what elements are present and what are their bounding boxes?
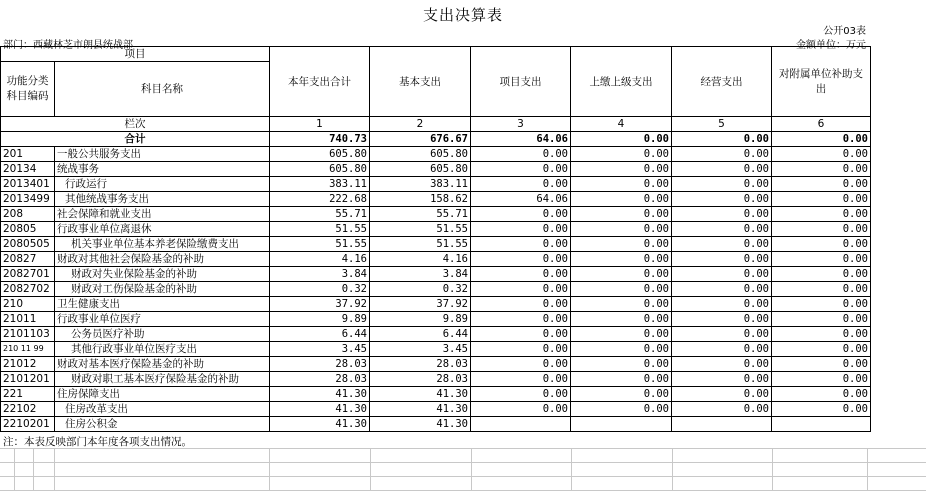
row-code: 2080505 [1,237,55,252]
row-value: 0.00 [571,402,672,417]
row-value: 4.16 [370,252,471,267]
row-value: 0.00 [772,297,871,312]
table-row [1,357,871,372]
row-value: 0.00 [571,342,672,357]
row-value: 0.00 [571,282,672,297]
row-value: 41.30 [370,417,471,432]
table-row [1,417,871,432]
row-name: 卫生健康支出 [55,297,270,312]
table-row [1,147,871,162]
row-value: 0.00 [571,267,672,282]
header-func-code: 功能分类科目编码 [1,62,55,117]
table-row [1,312,871,327]
row-value: 37.92 [270,297,370,312]
row-value: 0.00 [672,402,772,417]
row-value: 55.71 [270,207,370,222]
header-item: 项目 [1,47,270,62]
table-row [1,372,871,387]
col-number: 1 [270,117,370,132]
expenditure-table [0,46,871,432]
table-note: 注：本表反映部门本年度各项支出情况。 [3,436,192,448]
row-value: 0.00 [571,192,672,207]
table-row [1,402,871,417]
row-value: 605.80 [270,147,370,162]
row-value: 0.00 [772,282,871,297]
row-value: 0.00 [672,222,772,237]
row-value: 0.00 [672,207,772,222]
row-name: 行政运行 [55,177,270,192]
row-value: 0.00 [471,162,571,177]
row-code: 21011 [1,312,55,327]
row-value [571,417,672,432]
row-value: 0.00 [772,252,871,267]
header-subject-name: 科目名称 [55,62,270,117]
row-value: 0.00 [672,192,772,207]
row-value: 0.00 [571,312,672,327]
row-value: 0.00 [571,162,672,177]
row-value: 0.00 [772,312,871,327]
row-value: 6.44 [270,327,370,342]
row-value: 0.00 [772,222,871,237]
table-row [1,267,871,282]
row-name: 行政事业单位离退休 [55,222,270,237]
table-row [1,207,871,222]
header-basic: 基本支出 [370,47,471,117]
row-value: 6.44 [370,327,471,342]
row-value: 0.00 [672,177,772,192]
row-name: 公务员医疗补助 [55,327,270,342]
row-value: 37.92 [370,297,471,312]
row-value: 0.00 [772,177,871,192]
row-code: 20827 [1,252,55,267]
row-name: 住房改革支出 [55,402,270,417]
row-value: 0.00 [471,357,571,372]
row-code: 2082701 [1,267,55,282]
row-value: 0.00 [471,372,571,387]
table-row [1,252,871,267]
department-label: 部门：西藏林芝市朗县统战部 [3,40,133,51]
row-value: 51.55 [270,237,370,252]
row-code: 2013401 [1,177,55,192]
row-code: 201 [1,147,55,162]
row-value: 0.00 [772,237,871,252]
row-value: 0.00 [571,357,672,372]
row-value [471,417,571,432]
row-value: 0.32 [270,282,370,297]
col-number: 5 [672,117,772,132]
row-name: 住房公积金 [55,417,270,432]
row-value: 0.00 [571,327,672,342]
row-value: 28.03 [370,372,471,387]
unit-label: 金额单位：万元 [796,40,866,51]
row-value: 41.30 [370,402,471,417]
row-code: 210 11 99 [1,342,55,357]
row-value: 0.00 [571,372,672,387]
row-value: 9.89 [270,312,370,327]
row-code: 2101103 [1,327,55,342]
row-value: 3.84 [370,267,471,282]
row-name: 住房保障支出 [55,387,270,402]
row-value: 0.00 [672,372,772,387]
row-value: 51.55 [270,222,370,237]
row-code: 221 [1,387,55,402]
row-value: 0.00 [471,282,571,297]
row-value: 0.00 [471,342,571,357]
table-row [1,222,871,237]
row-code: 21012 [1,357,55,372]
row-value: 0.00 [471,312,571,327]
row-value: 0.00 [772,207,871,222]
row-value: 0.00 [672,297,772,312]
row-value: 0.00 [571,207,672,222]
total-value: 676.67 [370,132,471,147]
row-value: 0.00 [772,147,871,162]
header-upper: 上缴上级支出 [571,47,672,117]
header-business: 经营支出 [672,47,772,117]
table-row [1,282,871,297]
row-value: 3.45 [270,342,370,357]
row-value: 41.30 [270,417,370,432]
total-value: 0.00 [672,132,772,147]
row-value: 28.03 [270,357,370,372]
row-value: 4.16 [270,252,370,267]
row-value: 0.00 [471,177,571,192]
col-number: 4 [571,117,672,132]
row-value: 51.55 [370,222,471,237]
table-row [1,387,871,402]
total-value: 0.00 [571,132,672,147]
row-name: 行政事业单位医疗 [55,312,270,327]
row-name: 财政对基本医疗保险基金的补助 [55,357,270,372]
row-value: 0.00 [772,372,871,387]
total-value: 64.06 [471,132,571,147]
row-value: 0.00 [471,402,571,417]
table-row [1,177,871,192]
row-name: 财政对失业保险基金的补助 [55,267,270,282]
row-name: 统战事务 [55,162,270,177]
row-value: 0.00 [571,147,672,162]
row-name: 一般公共服务支出 [55,147,270,162]
row-value: 55.71 [370,207,471,222]
total-label: 合计 [1,132,270,147]
row-value: 0.00 [672,252,772,267]
row-value: 0.00 [772,327,871,342]
row-value: 0.00 [772,342,871,357]
row-code: 208 [1,207,55,222]
row-code: 2013499 [1,192,55,207]
row-name: 其他统战事务支出 [55,192,270,207]
row-code: 20134 [1,162,55,177]
row-value: 41.30 [270,402,370,417]
row-value: 0.00 [471,237,571,252]
row-value: 3.84 [270,267,370,282]
row-value: 605.80 [270,162,370,177]
row-value: 0.00 [471,222,571,237]
header-project: 项目支出 [471,47,571,117]
row-value: 0.00 [772,162,871,177]
row-value: 0.00 [672,237,772,252]
row-value: 0.00 [772,192,871,207]
empty-grid [0,448,926,491]
row-value: 0.00 [571,297,672,312]
row-value: 0.00 [672,357,772,372]
row-value: 0.00 [672,267,772,282]
col-number: 3 [471,117,571,132]
row-value: 0.00 [571,177,672,192]
header-subsidiary: 对附属单位补助支出 [772,47,871,117]
row-code: 2082702 [1,282,55,297]
table-row [1,237,871,252]
row-name: 社会保障和就业支出 [55,207,270,222]
col-number: 6 [772,117,871,132]
table-row [1,192,871,207]
total-value: 740.73 [270,132,370,147]
row-value: 0.00 [471,387,571,402]
row-value: 0.00 [471,327,571,342]
row-value: 158.62 [370,192,471,207]
row-value: 41.30 [370,387,471,402]
row-value: 9.89 [370,312,471,327]
row-name: 财政对其他社会保险基金的补助 [55,252,270,267]
col-number: 2 [370,117,471,132]
row-value: 0.00 [772,267,871,282]
row-value: 0.00 [471,297,571,312]
row-value: 51.55 [370,237,471,252]
row-value: 0.00 [672,282,772,297]
row-code: 210 [1,297,55,312]
row-value: 0.00 [471,252,571,267]
row-value: 0.00 [672,147,772,162]
row-value: 383.11 [270,177,370,192]
row-value: 0.00 [471,267,571,282]
row-name: 机关事业单位基本养老保险缴费支出 [55,237,270,252]
row-value: 3.45 [370,342,471,357]
row-value: 605.80 [370,147,471,162]
row-code: 2101201 [1,372,55,387]
row-value: 0.32 [370,282,471,297]
row-value: 0.00 [672,387,772,402]
row-value: 28.03 [270,372,370,387]
row-value: 0.00 [571,237,672,252]
table-row [1,327,871,342]
row-code: 20805 [1,222,55,237]
row-code: 2210201 [1,417,55,432]
row-value: 383.11 [370,177,471,192]
row-name: 其他行政事业单位医疗支出 [55,342,270,357]
row-value: 0.00 [672,342,772,357]
table-row [1,162,871,177]
form-number: 公开03表 [823,26,866,37]
row-value: 0.00 [772,402,871,417]
page-title: 支出决算表 [422,6,503,24]
row-code: 22102 [1,402,55,417]
row-value: 0.00 [571,252,672,267]
header-column-label: 栏次 [1,117,270,132]
row-value: 605.80 [370,162,471,177]
row-value: 0.00 [672,162,772,177]
row-value: 0.00 [672,327,772,342]
row-value: 28.03 [370,357,471,372]
row-value: 0.00 [672,312,772,327]
row-value: 0.00 [471,147,571,162]
row-value: 0.00 [772,357,871,372]
row-value: 0.00 [571,222,672,237]
table-row [1,297,871,312]
row-value: 0.00 [471,207,571,222]
row-value: 0.00 [571,387,672,402]
row-value: 0.00 [772,387,871,402]
row-value [672,417,772,432]
row-value [772,417,871,432]
row-name: 财政对工伤保险基金的补助 [55,282,270,297]
row-value: 64.06 [471,192,571,207]
header-total: 本年支出合计 [270,47,370,117]
row-value: 222.68 [270,192,370,207]
table-row [1,342,871,357]
row-value: 41.30 [270,387,370,402]
total-value: 0.00 [772,132,871,147]
row-name: 财政对职工基本医疗保险基金的补助 [55,372,270,387]
